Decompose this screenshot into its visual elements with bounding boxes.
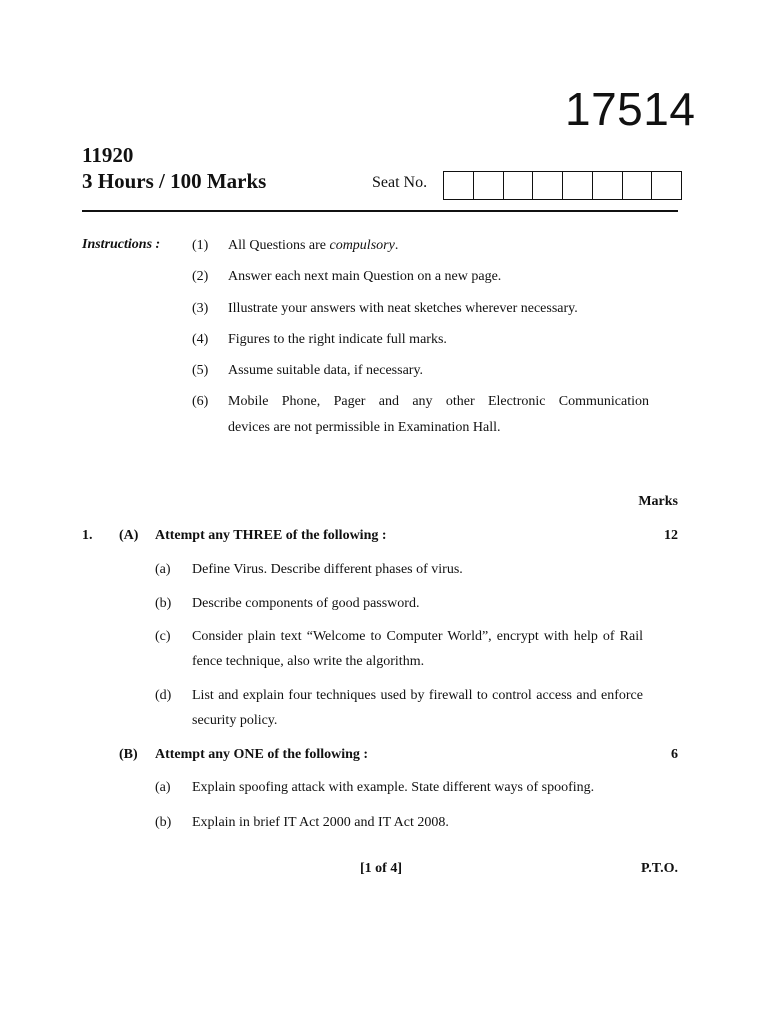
instruction-text: All Questions are compulsory. <box>228 238 399 253</box>
seat-number-boxes[interactable] <box>443 171 682 200</box>
sub-question-letter: (b) <box>155 596 172 611</box>
question-number: 1. <box>82 528 93 543</box>
marks-column-heading: Marks <box>638 494 678 509</box>
please-turn-over: P.T.O. <box>641 861 678 876</box>
page-number: [1 of 4] <box>360 861 402 876</box>
paper-code-large: 17514 <box>565 83 696 135</box>
sub-question-letter: (c) <box>155 629 171 644</box>
instruction-number: (5) <box>192 363 209 378</box>
sub-question-letter: (a) <box>155 562 171 577</box>
sub-question-text: Define Virus. Describe different phases of virus. <box>192 562 463 577</box>
seat-box[interactable] <box>652 172 681 199</box>
sub-question-text: Explain spoofing attack with example. State different ways of spoofing. <box>192 780 595 795</box>
instruction-number: (1) <box>192 238 209 253</box>
section-title: Attempt any THREE of the following : <box>155 528 387 543</box>
seat-box[interactable] <box>533 172 563 199</box>
instruction-text: Answer each next main Question on a new page. <box>228 269 502 284</box>
sub-question-letter: (d) <box>155 688 172 703</box>
sub-question-text: Describe components of good password. <box>192 596 420 611</box>
exam-duration: 3 Hours / 100 Marks <box>82 169 267 193</box>
seat-box[interactable] <box>593 172 623 199</box>
instruction-text: Assume suitable data, if necessary. <box>228 363 424 378</box>
seat-box[interactable] <box>444 172 474 199</box>
sub-question-text: Consider plain text “Welcome to Computer World”, encrypt with help of Rail fence technique, also write the algorithm. <box>192 629 643 669</box>
seat-box[interactable] <box>563 172 593 199</box>
seat-box[interactable] <box>504 172 534 199</box>
section-letter: (B) <box>119 747 138 762</box>
instruction-number: (6) <box>192 394 209 409</box>
seat-box[interactable] <box>474 172 504 199</box>
instruction-number: (2) <box>192 269 209 284</box>
instruction-number: (4) <box>192 332 209 347</box>
instruction-text-line-1: Mobile Phone, Pager and any other Electronic Communication <box>228 394 649 409</box>
sub-question-letter: (b) <box>155 815 172 830</box>
paper-code: 11920 <box>82 143 134 167</box>
sub-question-text: List and explain four techniques used by firewall to control access and enforce security policy. <box>192 688 643 728</box>
instructions-heading: Instructions : <box>82 237 161 252</box>
instruction-text: Figures to the right indicate full marks. <box>228 332 447 347</box>
section-marks: 12 <box>664 528 678 543</box>
sub-question-text: Explain in brief IT Act 2000 and IT Act 2008. <box>192 815 449 830</box>
instruction-text-line-2: devices are not permissible in Examination Hall. <box>228 420 501 435</box>
instruction-number: (3) <box>192 301 209 316</box>
instruction-text: Illustrate your answers with neat sketches wherever necessary. <box>228 301 578 316</box>
seat-number-label: Seat No. <box>372 174 428 191</box>
section-title: Attempt any ONE of the following : <box>155 747 369 762</box>
sub-question-letter: (a) <box>155 780 171 795</box>
section-letter: (A) <box>119 528 139 543</box>
seat-box[interactable] <box>623 172 653 199</box>
section-marks: 6 <box>671 747 678 762</box>
header-divider <box>82 210 678 212</box>
